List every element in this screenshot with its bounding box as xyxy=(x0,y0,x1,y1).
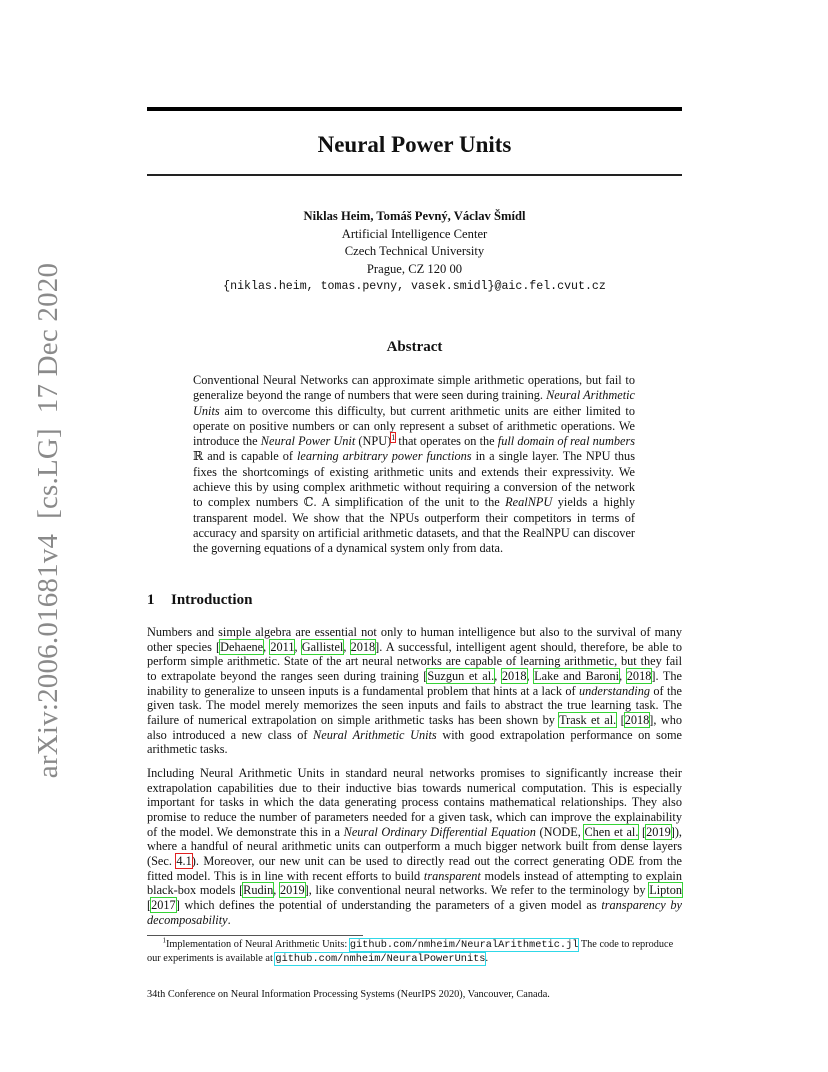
abstract-emph: Neural Power Unit xyxy=(260,434,356,449)
abstract-emph: Neural Arithmetic Units xyxy=(193,388,635,418)
abstract-text: yields a highly transparent model. We show that the NPUs outperform their competitors in terms of accuracy and sparsity on artificial arithmetic datasets, and that the RealNPU can discover the governing equations of a dynamical system only from data. xyxy=(193,495,635,556)
citation-link[interactable]: 2018 xyxy=(501,668,527,683)
body-text: ], who also introduced a new class of xyxy=(147,712,682,742)
footnote-text: . xyxy=(485,953,489,964)
section-heading-introduction xyxy=(147,590,252,610)
body-text: with good extrapolation performance on some arithmetic tasks. xyxy=(147,727,682,757)
body-emph: Neural Arithmetic Units xyxy=(313,727,437,742)
footnote-mark: 1 xyxy=(162,936,166,945)
body-text: ]. A successful, intelligent agent should, therefore, be able to perform simple arithmetic. State of the art neural networks are capable of learning arithmetic, but they fail to extrapolate beyond the ranges seen during training [ xyxy=(147,639,682,683)
abstract-text: ℝ and is capable of xyxy=(193,449,297,464)
citation-link[interactable]: Gallistel xyxy=(301,639,344,654)
body-text: , xyxy=(526,668,535,683)
citation-link[interactable]: Lipton xyxy=(649,883,683,898)
section-title: Introduction xyxy=(171,592,253,608)
body-text: [ xyxy=(147,897,152,912)
body-emph: Neural Ordinary Differential Equation xyxy=(343,824,536,839)
body-text: ]. The inability to generalize to unseen inputs is a fundamental problem that hints at a lack of xyxy=(147,668,682,698)
body-text: [ xyxy=(638,824,647,839)
url-link-neuralarithmetic[interactable]: github.com/nmheim/NeuralArithmetic.jl xyxy=(349,939,579,951)
body-text: . xyxy=(227,912,231,927)
arxiv-stamp-text: arXiv:2006.01681v4 [cs.LG] 17 Dec 2020 xyxy=(32,262,65,778)
citation-link[interactable]: Trask et al. xyxy=(559,712,617,727)
abstract-text: aim to overcome this difficulty, but current arithmetic units are either limited to operate on positive numbers or can only represent a subset of arithmetic operations. We introduce the xyxy=(193,403,635,449)
abstract-emph: learning arbitrary power functions xyxy=(296,449,472,464)
citation-link[interactable]: Lake and Baroni xyxy=(534,668,620,683)
abstract-heading: Abstract xyxy=(386,339,443,355)
section-number: 1 xyxy=(147,592,155,608)
citation-link[interactable]: 2019 xyxy=(280,883,305,898)
footnote-link[interactable]: 1 xyxy=(391,433,396,443)
url-link-neuralpowerunits[interactable]: github.com/nmheim/NeuralPowerUnits xyxy=(275,953,486,965)
affiliation-address: Prague, CZ 120 00 xyxy=(366,261,463,276)
body-emph: transparency by decomposability xyxy=(147,897,682,927)
footnote-text: Implementation of Neural Arithmetic Units: xyxy=(165,939,350,950)
title-rule-bottom xyxy=(147,174,682,176)
footnote-rule xyxy=(147,935,363,936)
citation-link[interactable]: Chen et al. xyxy=(584,824,639,839)
affiliation-center: Artificial Intelligence Center xyxy=(341,226,488,241)
body-text: (NODE, xyxy=(535,824,585,839)
body-text: , xyxy=(273,883,281,898)
body-text: [ xyxy=(616,712,625,727)
author-names: Niklas Heim, Tomáš Pevný, Václav Šmídl xyxy=(303,209,526,223)
body-text: models instead of attempting to explain black-box models [ xyxy=(147,868,682,898)
citation-link[interactable]: 2018 xyxy=(350,639,376,654)
citation-link[interactable]: 2018 xyxy=(626,668,652,683)
body-text: Numbers and simple algebra are essential not only to human intelligence but also to the survival of many other species [ xyxy=(147,625,682,654)
footnote xyxy=(147,938,682,966)
footnote-text: The code to reproduce our experiments is available at xyxy=(147,939,674,964)
citation-link[interactable]: 2011 xyxy=(270,639,295,654)
abstract-body xyxy=(193,373,635,557)
affiliation-university: Czech Technical University xyxy=(344,244,485,258)
intro-paragraph-1 xyxy=(147,625,682,757)
body-text: ). Moreover, our new unit can be used to directly read out the correct generating ODE from the fitted model. This is in line with recent efforts to build xyxy=(147,853,682,883)
title-rule-top xyxy=(147,107,682,111)
author-block xyxy=(147,208,682,296)
citation-link[interactable]: Suzgun et al. xyxy=(427,668,495,683)
abstract-text: (NPU) xyxy=(355,434,392,449)
intro-paragraph-2 xyxy=(147,766,682,927)
section-ref-link[interactable]: 4.1 xyxy=(176,853,192,868)
body-text: Including Neural Arithmetic Units in standard neural networks promises to significantly increase their extrapolation capabilities due to their inductive bias towards numerical computation. This is especially important for tasks in which the data generating process contains mathematical relationships. They also promise to reduce the number of parameters needed for a given task, which can improve the explainability of the model. We demonstrate this in a xyxy=(147,766,682,839)
body-emph: understanding xyxy=(578,683,651,698)
citation-link[interactable]: Rudin xyxy=(243,883,274,898)
body-text: , xyxy=(494,668,502,683)
abstract-text: Conventional Neural Networks can approximate simple arithmetic operations, but fail to generalize beyond the range of numbers that were seen during training. xyxy=(193,373,635,403)
citation-link[interactable]: 2019 xyxy=(646,824,671,839)
citation-link[interactable]: Dehaene xyxy=(220,639,264,654)
abstract-emph: RealNPU xyxy=(505,495,553,510)
citation-link[interactable]: 2018 xyxy=(624,712,650,727)
citation-link[interactable]: 2017 xyxy=(151,897,176,912)
abstract-text: that operates on the xyxy=(395,434,498,449)
body-text: ] which defines the potential of understanding the parameters of a given model as xyxy=(175,897,602,912)
venue-note: 34th Conference on Neural Information Processing Systems (NeurIPS 2020), Vancouver, Canada. xyxy=(147,989,550,1000)
arxiv-stamp xyxy=(31,262,67,778)
paper-title: Neural Power Units xyxy=(317,132,512,157)
body-text: , xyxy=(294,639,302,654)
body-text: ], like conventional neural networks. We refer to the terminology by xyxy=(304,883,650,898)
body-text: of the given task. The model merely memorizes the seen inputs and fails to abstract the true learning task. The failure of numerical extrapolation on simple arithmetic tasks has been shown by xyxy=(147,683,682,727)
abstract-text: in a single layer. The NPU thus fixes the shortcomings of existing arithmetic units and extends their expressivity. We achieve this by using complex arithmetic without requiring a conversion of the network to complex numbers ℂ. A simplification of the unit to the xyxy=(193,449,635,510)
body-text: , xyxy=(263,639,271,654)
body-emph: transparent xyxy=(423,868,481,883)
body-text: ]), where a handful of neural arithmetic units can outperform a much bigger network built from dense layers (Sec. xyxy=(147,824,682,868)
author-emails: {niklas.heim, tomas.pevny, vasek.smidl}@aic.fel.cvut.cz xyxy=(223,280,606,293)
abstract-emph: full domain of real numbers xyxy=(497,434,636,449)
body-text: , xyxy=(619,668,627,683)
body-text: , xyxy=(343,639,351,654)
